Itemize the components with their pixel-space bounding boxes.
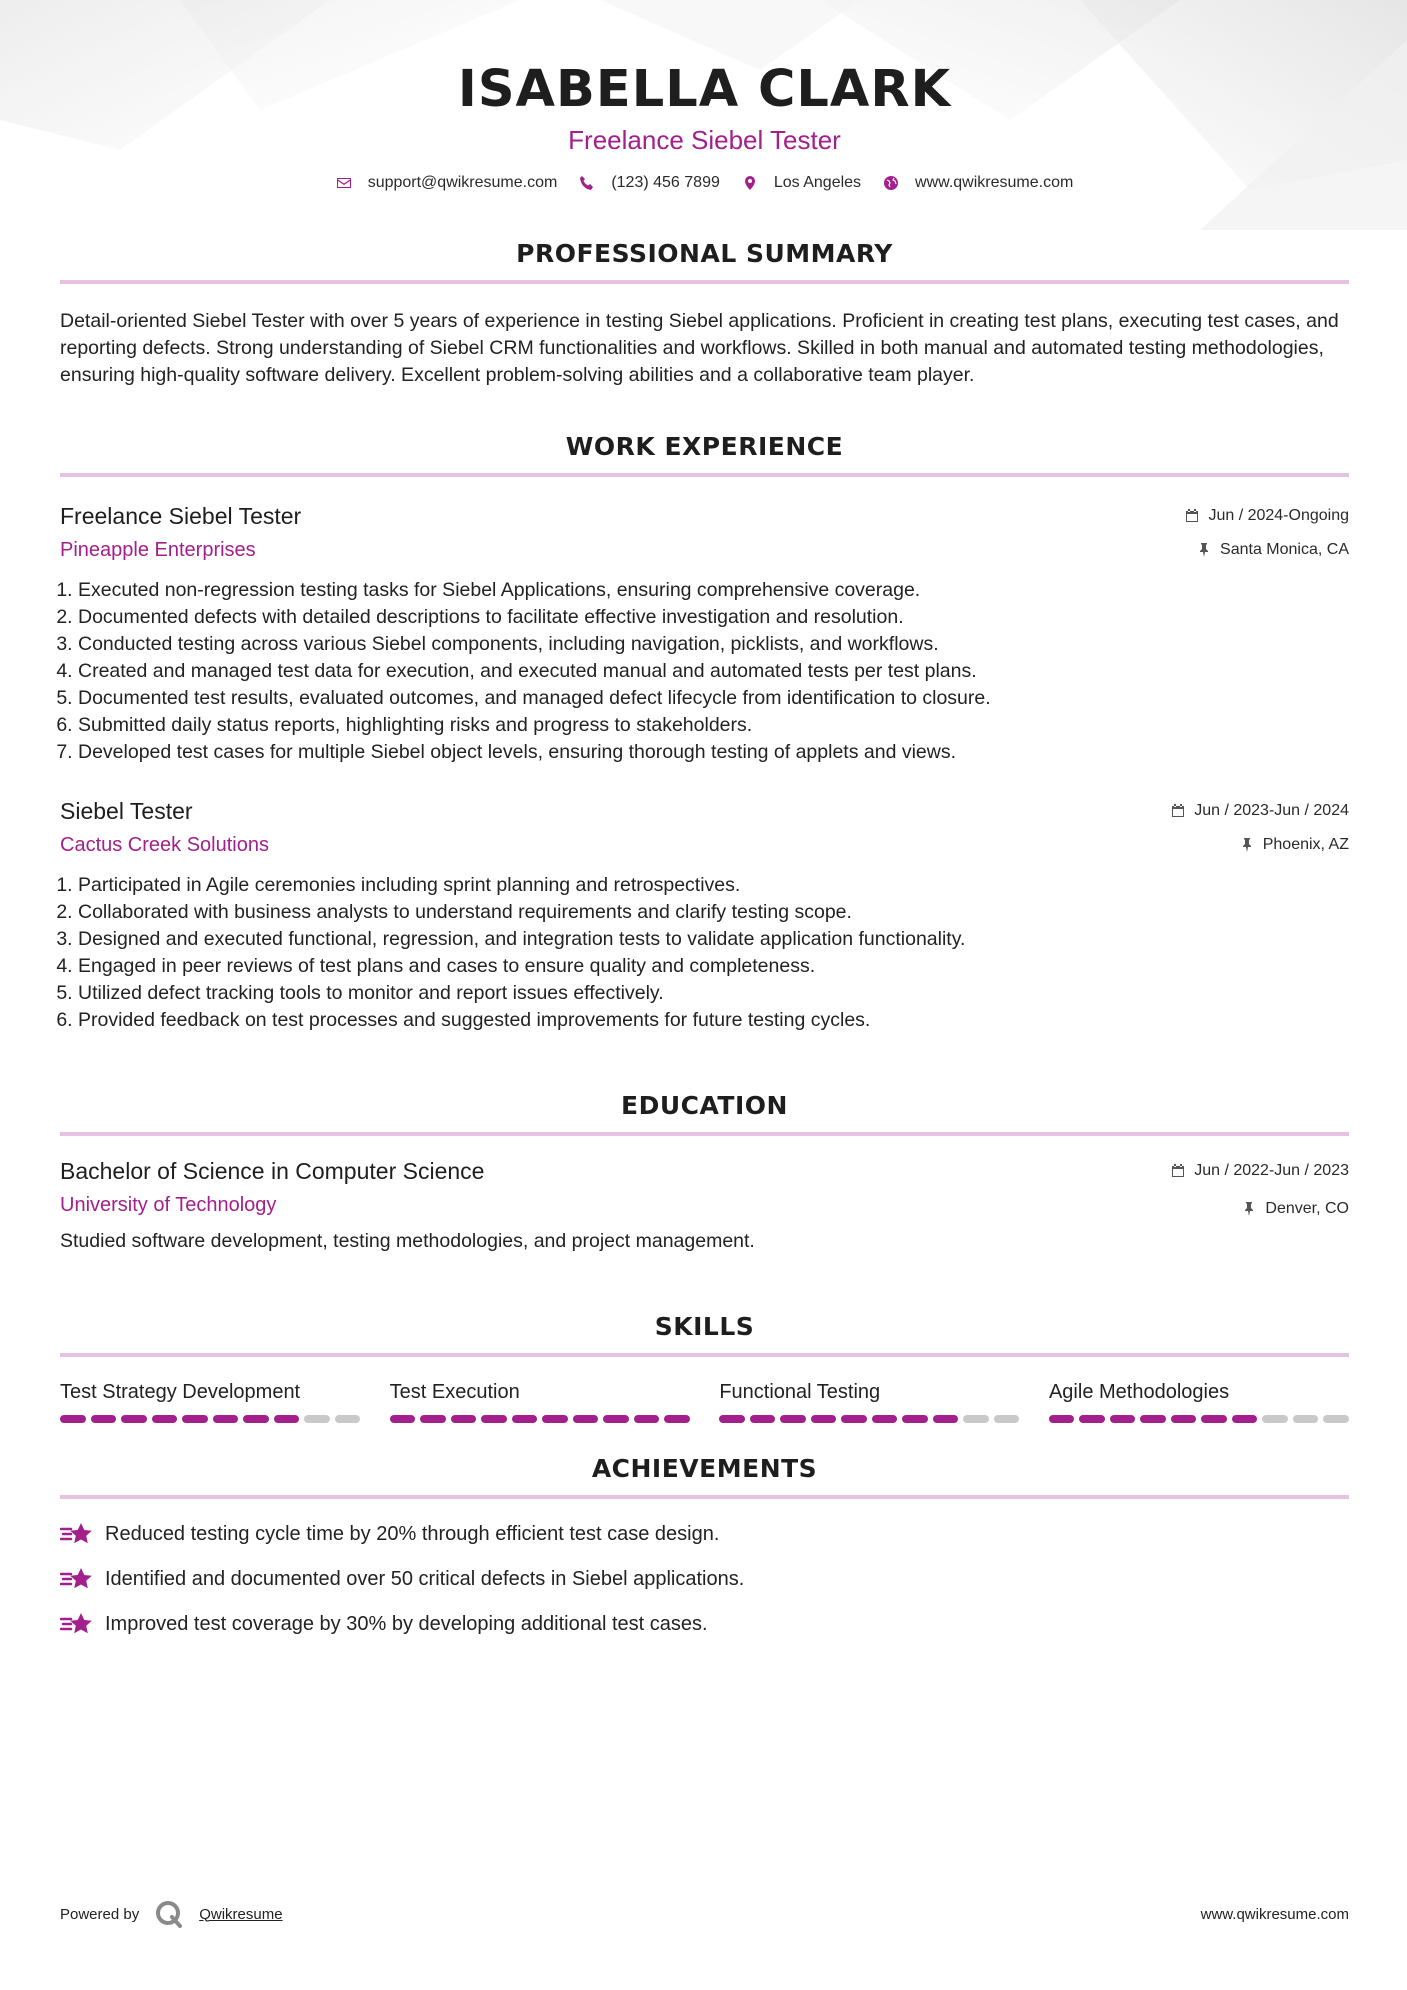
job-dates-text: Jun / 2024-Ongoing — [1208, 507, 1349, 524]
skill-segment-filled — [1140, 1415, 1166, 1423]
skills-list — [60, 1379, 1349, 1423]
achievement-text: Reduced testing cycle time by 20% through efficient test case design. — [105, 1523, 720, 1545]
achievement-text: Identified and documented over 50 critical defects in Siebel applications. — [105, 1568, 745, 1590]
job-location-text: Phoenix, AZ — [1262, 836, 1349, 853]
pushpin-icon — [1240, 838, 1254, 852]
contact-website[interactable] — [883, 174, 1073, 192]
skill-segment-filled — [91, 1415, 117, 1423]
calendar-icon — [1171, 804, 1185, 818]
education-meta — [1171, 1160, 1349, 1220]
skill-segment-empty — [335, 1415, 361, 1423]
contact-phone[interactable] — [579, 174, 720, 192]
globe-icon — [883, 175, 899, 191]
achievement-item — [60, 1521, 1349, 1547]
skill-segment-filled — [121, 1415, 147, 1423]
phone-text: (123) 456 7899 — [611, 174, 720, 191]
skill-segment-filled — [481, 1415, 507, 1423]
job-entry — [60, 501, 1349, 766]
map-pin-icon — [742, 175, 758, 191]
job-dates-text: Jun / 2023-Jun / 2024 — [1194, 802, 1349, 819]
degree: Bachelor of Science in Computer Science — [60, 1158, 485, 1184]
achievement-item — [60, 1611, 1349, 1637]
education-entry — [60, 1156, 1349, 1255]
skill-segment-filled — [542, 1415, 568, 1423]
list-item: 2. Documented defects with detailed descriptions to facilitate effective investigation and resolution. — [78, 604, 1349, 631]
contact-location — [742, 174, 861, 192]
skill-name: Agile Methodologies — [1048, 1381, 1230, 1403]
skill-segment-filled — [213, 1415, 239, 1423]
section-divider — [60, 280, 1349, 284]
education-heading: EDUCATION — [621, 1091, 788, 1120]
skill-item — [1049, 1379, 1349, 1423]
skill-segment-filled — [390, 1415, 416, 1423]
skill-segment-filled — [902, 1415, 928, 1423]
skill-segment-empty — [304, 1415, 330, 1423]
skill-segment-filled — [603, 1415, 629, 1423]
footer-left — [60, 1898, 283, 1930]
job-bullets — [60, 577, 1349, 766]
skills-heading: SKILLS — [654, 1312, 755, 1341]
skill-segment-filled — [1201, 1415, 1227, 1423]
skill-level-bar — [719, 1415, 1019, 1423]
skill-segment-filled — [1171, 1415, 1197, 1423]
shooting-star-icon — [60, 1610, 94, 1638]
qwikresume-logo-icon — [153, 1898, 185, 1930]
achievements-section — [60, 1453, 1349, 1637]
achievements-list — [60, 1521, 1349, 1637]
footer-website-link[interactable]: www.qwikresume.com — [1200, 1905, 1349, 1923]
job-location — [1171, 834, 1349, 856]
job-bullets — [60, 872, 1349, 1034]
skill-segment-filled — [420, 1415, 446, 1423]
skill-segment-filled — [719, 1415, 745, 1423]
list-item: 3. Designed and executed functional, regression, and integration tests to validate application functionality. — [78, 926, 1349, 953]
skill-segment-filled — [872, 1415, 898, 1423]
email-text: support@qwikresume.com — [367, 174, 558, 191]
education-description: Studied software development, testing methodologies, and project management. — [60, 1230, 755, 1252]
skill-level-bar — [1049, 1415, 1349, 1423]
list-item: 3. Conducted testing across various Siebel components, including navigation, picklists, and workflows. — [78, 631, 1349, 658]
job-location — [1185, 539, 1349, 561]
pushpin-icon — [1242, 1202, 1256, 1216]
skill-segment-filled — [451, 1415, 477, 1423]
section-divider — [60, 1132, 1349, 1136]
list-item: 4. Engaged in peer reviews of test plans and cases to ensure quality and completeness. — [78, 953, 1349, 980]
job-dates — [1171, 800, 1349, 822]
list-item: 5. Documented test results, evaluated outcomes, and managed defect lifecycle from identification to closure. — [78, 685, 1349, 712]
job-meta — [1171, 800, 1349, 856]
section-divider — [60, 1495, 1349, 1499]
experience-section — [60, 431, 1349, 1034]
skill-item — [390, 1379, 690, 1423]
skill-segment-filled — [664, 1415, 690, 1423]
page-footer — [60, 1898, 1349, 1930]
list-item: 6. Submitted daily status reports, highlighting risks and progress to stakeholders. — [78, 712, 1349, 739]
skill-name: Functional Testing — [719, 1381, 881, 1403]
candidate-role: Freelance Siebel Tester — [568, 125, 841, 155]
job-title: Siebel Tester — [60, 798, 193, 824]
experience-heading: WORK EXPERIENCE — [565, 432, 844, 461]
candidate-name: ISABELLA CLARK — [457, 60, 952, 119]
job-location-text: Santa Monica, CA — [1220, 541, 1349, 558]
skill-segment-filled — [811, 1415, 837, 1423]
skill-segment-filled — [274, 1415, 300, 1423]
skill-segment-filled — [1049, 1415, 1075, 1423]
skill-item — [719, 1379, 1019, 1423]
list-item: 4. Created and managed test data for execution, and executed manual and automated tests per test plans. — [78, 658, 1349, 685]
skill-level-bar — [60, 1415, 360, 1423]
education-dates — [1171, 1160, 1349, 1182]
skill-segment-filled — [1079, 1415, 1105, 1423]
section-divider — [60, 1353, 1349, 1357]
skill-item — [60, 1379, 360, 1423]
skill-segment-filled — [573, 1415, 599, 1423]
envelope-icon — [336, 175, 352, 191]
job-company: Cactus Creek Solutions — [60, 834, 269, 856]
list-item: 2. Collaborated with business analysts to understand requirements and clarify testing scope. — [78, 899, 1349, 926]
achievements-heading: ACHIEVEMENTS — [591, 1454, 818, 1483]
education-dates-text: Jun / 2022-Jun / 2023 — [1194, 1162, 1349, 1179]
section-divider — [60, 473, 1349, 477]
education-section — [60, 1090, 1349, 1255]
location-text: Los Angeles — [773, 174, 862, 191]
list-item: 5. Utilized defect tracking tools to monitor and report issues effectively. — [78, 980, 1349, 1007]
website-text: www.qwikresume.com — [915, 174, 1074, 191]
skill-segment-empty — [963, 1415, 989, 1423]
calendar-icon — [1171, 1164, 1185, 1178]
job-meta — [1185, 505, 1349, 561]
phone-icon — [579, 175, 595, 191]
resume-header — [60, 0, 1349, 192]
skill-segment-filled — [634, 1415, 660, 1423]
list-item: 1. Executed non-regression testing tasks for Siebel Applications, ensuring comprehensive coverage. — [78, 577, 1349, 604]
contact-bar — [60, 174, 1349, 192]
calendar-icon — [1185, 509, 1199, 523]
skill-segment-filled — [780, 1415, 806, 1423]
pushpin-icon — [1197, 543, 1211, 557]
skill-segment-empty — [1262, 1415, 1288, 1423]
summary-section — [60, 238, 1349, 389]
skill-segment-filled — [512, 1415, 538, 1423]
skills-section — [60, 1311, 1349, 1423]
resume-page — [60, 0, 1349, 1637]
skill-segment-filled — [933, 1415, 959, 1423]
job-title: Freelance Siebel Tester — [60, 503, 302, 529]
achievement-text: Improved test coverage by 30% by developing additional test cases. — [105, 1613, 708, 1635]
skill-segment-filled — [750, 1415, 776, 1423]
list-item: 1. Participated in Agile ceremonies including sprint planning and retrospectives. — [78, 872, 1349, 899]
education-location-text: Denver, CO — [1265, 1200, 1349, 1217]
school: University of Technology — [60, 1194, 277, 1216]
summary-text: Detail-oriented Siebel Tester with over 5 years of experience in testing Siebel applications. Proficient in creating test plans, executing test cases, and reporting defects. Strong understanding of Siebel CRM functionalities and workflows. Skilled in both manual and automated testing methodologies, ensuring high-quality software delivery. Excellent problem-solving abilities and a collaborative team player. — [60, 310, 1339, 386]
powered-by-label: Powered by — [60, 1905, 140, 1923]
skill-level-bar — [390, 1415, 690, 1423]
shooting-star-icon — [60, 1565, 94, 1593]
education-location — [1171, 1198, 1349, 1220]
skill-name: Test Strategy Development — [60, 1381, 301, 1403]
job-company: Pineapple Enterprises — [60, 539, 256, 561]
skill-segment-filled — [60, 1415, 86, 1423]
list-item: 7. Developed test cases for multiple Siebel object levels, ensuring thorough testing of applets and views. — [78, 739, 1349, 766]
achievement-item — [60, 1566, 1349, 1592]
contact-email[interactable] — [336, 174, 558, 192]
skill-segment-filled — [182, 1415, 208, 1423]
summary-heading: PROFESSIONAL SUMMARY — [516, 239, 893, 268]
skill-segment-filled — [243, 1415, 269, 1423]
skill-segment-empty — [994, 1415, 1020, 1423]
skill-segment-filled — [1232, 1415, 1258, 1423]
brand-link[interactable]: Qwikresume — [199, 1905, 283, 1923]
skill-name: Test Execution — [389, 1381, 520, 1403]
skill-segment-empty — [1323, 1415, 1349, 1423]
skill-segment-filled — [152, 1415, 178, 1423]
shooting-star-icon — [60, 1520, 94, 1548]
skill-segment-filled — [1110, 1415, 1136, 1423]
job-dates — [1185, 505, 1349, 527]
skill-segment-filled — [841, 1415, 867, 1423]
skill-segment-empty — [1293, 1415, 1319, 1423]
list-item: 6. Provided feedback on test processes and suggested improvements for future testing cycles. — [78, 1007, 1349, 1034]
job-entry — [60, 796, 1349, 1034]
